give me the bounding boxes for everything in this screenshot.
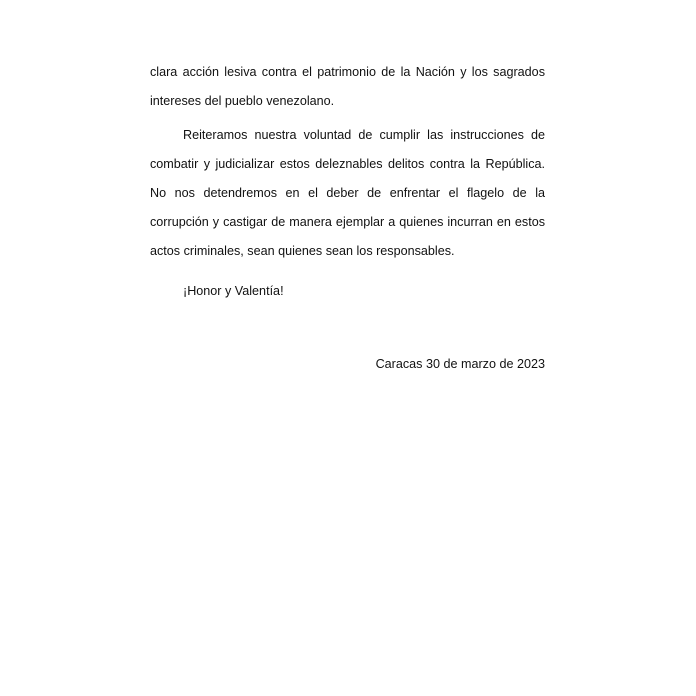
paragraph-line: Reiteramos nuestra voluntad de cumplir las instrucciones de [183,128,545,142]
paragraph-continuation [150,58,545,116]
paragraph-reiteramos [150,121,545,266]
closing-salutation [150,277,545,306]
paragraph-line: combatir y judicializar estos deleznables delitos contra la República. [150,157,545,171]
closing-text: ¡Honor y Valentía! [183,284,284,298]
paragraph-line: No nos detendremos en el deber de enfrentar el flagelo de la [150,186,545,200]
paragraph-line: corrupción y castigar de manera ejemplar a quienes incurran en estos [150,215,545,229]
paragraph-line: intereses del pueblo venezolano. [150,94,335,108]
paragraph-line: clara acción lesiva contra el patrimonio de la Nación y los sagrados [150,65,545,79]
place-and-date: Caracas 30 de marzo de 2023 [375,357,545,371]
paragraph-line: actos criminales, sean quienes sean los responsables. [150,244,455,258]
